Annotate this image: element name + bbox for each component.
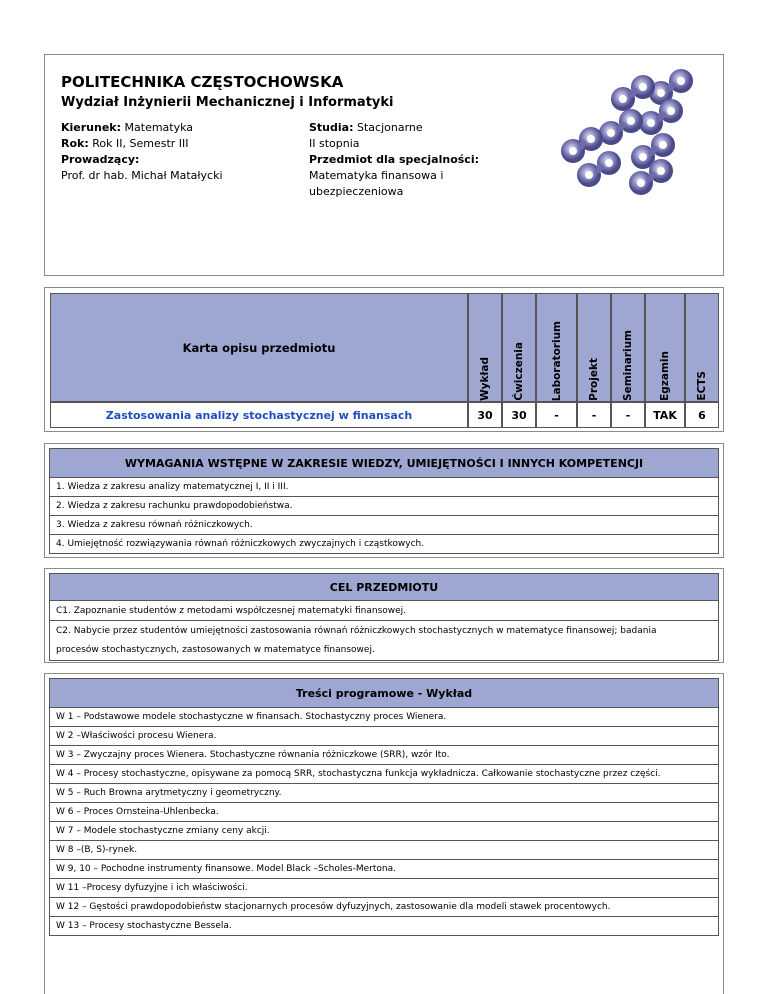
lecture-item: W 13 – Procesy stochastyczne Bessela. [49, 917, 719, 936]
lectures-section [44, 673, 724, 994]
column-header-label: Projekt [588, 358, 600, 401]
lectures-title: Treści programowe - Wykład [49, 678, 719, 708]
przedmiot-value-2: ubezpieczeniowa [309, 185, 404, 198]
studia-label: Studia: [309, 121, 354, 134]
header-block [44, 54, 724, 276]
column-value: - [611, 402, 645, 428]
lecture-item: W 1 – Podstawowe modele stochastyczne w finansach. Stochastyczny proces Wienera. [49, 708, 719, 727]
lecture-item: W 3 – Zwyczajny proces Wienera. Stochastyczne równania różniczkowe (SRR), wzór Ito. [49, 746, 719, 765]
column-header [468, 293, 502, 402]
prowadzacy-label: Prowadzący: [61, 153, 140, 166]
card-title: Karta opisu przedmiotu [50, 293, 468, 402]
lecture-item: W 8 –(B, S)-rynek. [49, 841, 719, 860]
column-header-label: Seminarium [622, 330, 634, 401]
column-header-label: Ćwiczenia [513, 342, 525, 401]
lecture-item: W 5 – Ruch Browna arytmetyczny i geometryczny. [49, 784, 719, 803]
kierunek-value: Matematyka [124, 121, 194, 134]
column-header [685, 293, 719, 402]
lecture-item: W 11 –Procesy dyfuzyjne i ich właściwości. [49, 879, 719, 898]
column-header [536, 293, 577, 402]
goal-item-1: C1. Zapoznanie studentów z metodami współczesnej matematyki finansowej. [49, 601, 719, 621]
lecture-item: W 2 –Właściwości procesu Wienera. [49, 727, 719, 746]
lecture-item: W 9, 10 – Pochodne instrumenty finansowe. Model Black –Scholes-Mertona. [49, 860, 719, 879]
kierunek-label: Kierunek: [61, 121, 122, 134]
requirement-item: 4. Umiejętność rozwiązywania równań różniczkowych zwyczajnych i cząstkowych. [49, 535, 719, 554]
column-header-label: ECTS [696, 371, 708, 401]
requirements-section [44, 443, 724, 558]
rok-label: Rok: [61, 137, 89, 150]
stopien-value: II stopnia [309, 137, 360, 150]
lecture-item: W 6 – Proces Ornsteina-Uhlenbecka. [49, 803, 719, 822]
requirement-item: 1. Wiedza z zakresu analizy matematycznej I, II i III. [49, 478, 719, 497]
lecture-item: W 7 – Modele stochastyczne zmiany ceny akcji. [49, 822, 719, 841]
faculty-name: Wydział Inżynierii Mechanicznej i Informatyki [61, 95, 394, 110]
przedmiot-value-1: Matematyka finansowa i [309, 169, 444, 182]
column-header [502, 293, 536, 402]
column-header [645, 293, 685, 402]
requirements-title: WYMAGANIA WSTĘPNE W ZAKRESIE WIEDZY, UMIEJĘTNOŚCI I INNYCH KOMPETENCJI [49, 448, 719, 478]
przedmiot-label: Przedmiot dla specjalności: [309, 153, 479, 166]
column-value: 30 [502, 402, 536, 428]
column-header [611, 293, 645, 402]
prowadzacy-value: Prof. dr hab. Michał Matałycki [61, 169, 223, 182]
column-value: 30 [468, 402, 502, 428]
studia-value: Stacjonarne [356, 121, 423, 134]
column-value: - [536, 402, 577, 428]
requirement-item: 3. Wiedza z zakresu równań różniczkowych. [49, 516, 719, 535]
goals-section [44, 568, 724, 663]
right-info [309, 120, 509, 200]
chain-logo-icon [551, 67, 701, 207]
lecture-item: W 4 – Procesy stochastyczne, opisywane za pomocą SRR, stochastyczna funkcja wykładnicza. Całkowanie stochastyczne przez części. [49, 765, 719, 784]
goal-item-2-line-2: procesów stochastycznych, zastosowanych w matematyce finansowej. [56, 645, 375, 655]
rok-value: Rok II, Semestr III [92, 137, 189, 150]
subject-table [44, 287, 724, 432]
goal-item-2-line-1: C2. Nabycie przez studentów umiejętności zastosowania równań różniczkowych stochastycznych w matematyce finansowej; badania [56, 626, 657, 636]
column-value: TAK [645, 402, 685, 428]
column-header-label: Laboratorium [550, 320, 563, 401]
university-name: POLITECHNIKA CZĘSTOCHOWSKA [61, 73, 344, 91]
requirement-item: 2. Wiedza z zakresu rachunku prawdopodobieństwa. [49, 497, 719, 516]
column-header [577, 293, 611, 402]
lecture-item: W 12 – Gęstości prawdopodobieństw stacjonarnych procesów dyfuzyjnych, zastosowanie dla modeli stawek procentowych. [49, 898, 719, 917]
column-header-label: Egzamin [659, 351, 671, 401]
column-value: 6 [685, 402, 719, 428]
subject-name: Zastosowania analizy stochastycznej w finansach [50, 402, 468, 428]
column-value: - [577, 402, 611, 428]
goals-title: CEL PRZEDMIOTU [49, 573, 719, 601]
column-header-label: Wykład [479, 357, 491, 401]
goal-item-2 [49, 621, 719, 661]
left-info [61, 120, 301, 184]
